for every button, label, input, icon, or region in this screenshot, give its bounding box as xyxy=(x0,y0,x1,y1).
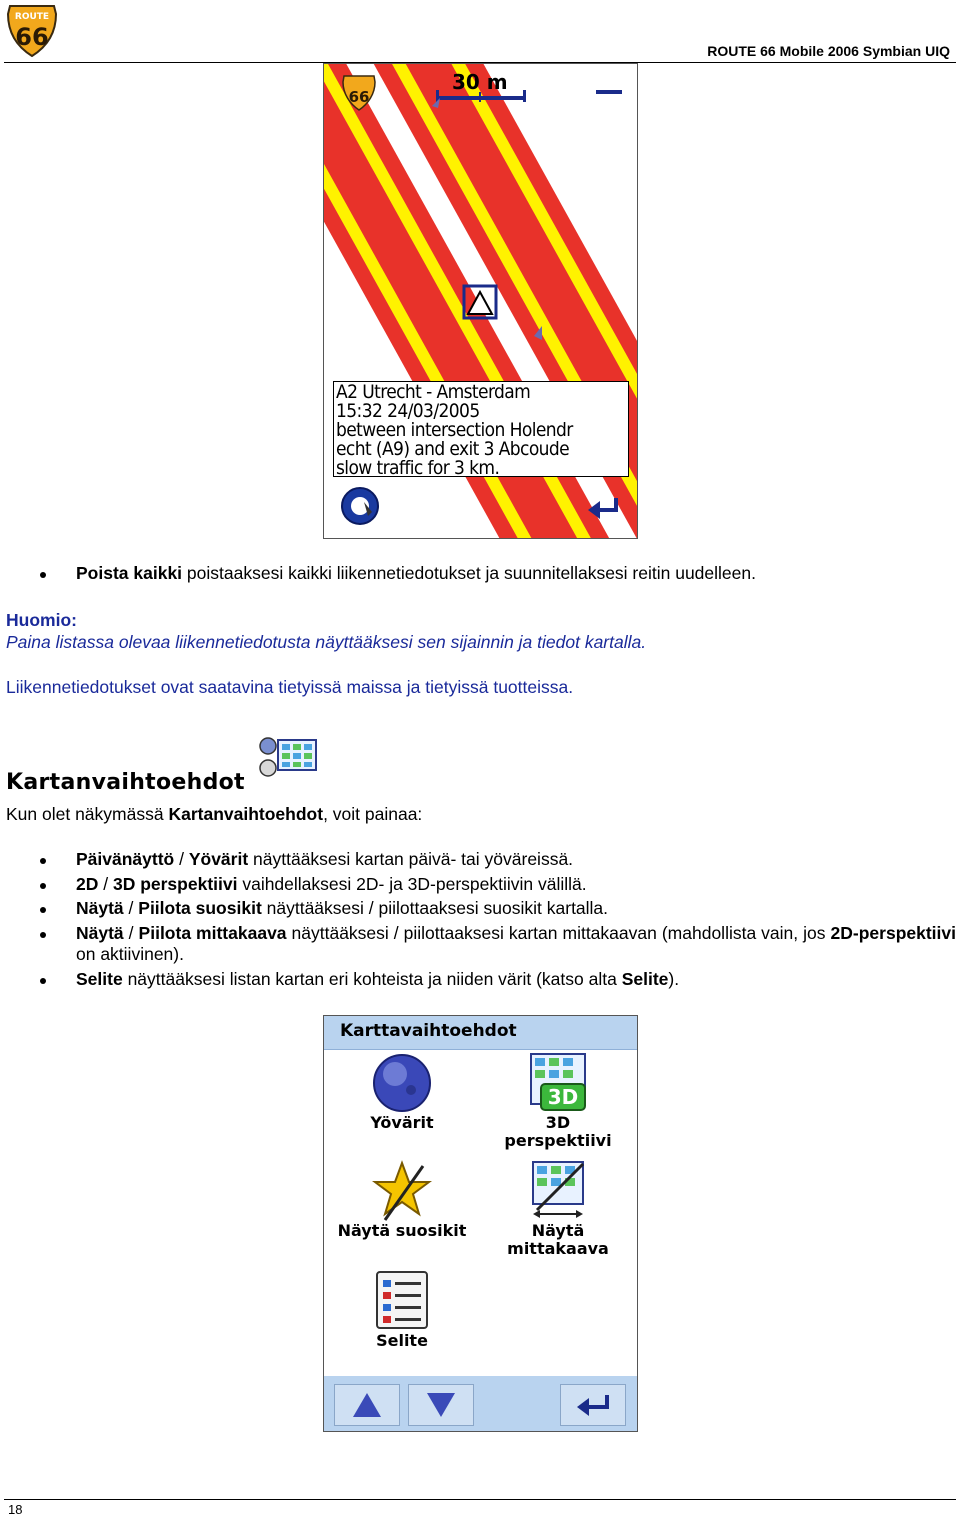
traffic-line: between intersection Holendr xyxy=(336,419,573,441)
moon-icon xyxy=(371,1052,433,1114)
scroll-down-button[interactable] xyxy=(408,1384,474,1426)
back-arrow-icon xyxy=(561,1385,625,1425)
traffic-info-box xyxy=(333,381,629,477)
option-label: Yövärit xyxy=(370,1113,434,1132)
show-scale-option[interactable] xyxy=(490,1160,626,1258)
scale-grid-icon xyxy=(527,1160,589,1222)
legend-option[interactable] xyxy=(364,1270,440,1350)
bullet-dot xyxy=(40,858,46,864)
map-options-icon xyxy=(256,736,318,778)
svg-text:66: 66 xyxy=(348,88,370,106)
bullet-text: poistaaksesi kaikki liikennetiedotukset ja suunnitellaksesi reitin uudelleen. xyxy=(182,563,756,583)
section-intro: Kun olet näkymässä Kartanvaihtoehdot, voit painaa: xyxy=(6,804,423,824)
note-line2: Liikennetiedotukset ovat saatavina tietyissä maissa ja tietyissä tuotteissa. xyxy=(6,677,574,697)
bullet-dot xyxy=(40,883,46,889)
dialog-title-bar xyxy=(324,1016,637,1050)
bullet-dot xyxy=(40,978,46,984)
footer-rule xyxy=(4,1499,956,1500)
note-label: Huomio: xyxy=(6,610,77,630)
page-number: 18 xyxy=(8,1502,23,1517)
header-title: ROUTE 66 Mobile 2006 Symbian UIQ xyxy=(707,43,950,59)
map-scale-label: 30 m xyxy=(452,70,508,94)
down-arrow-icon xyxy=(409,1385,473,1425)
logo-text-route: ROUTE xyxy=(14,12,50,22)
up-arrow-icon xyxy=(335,1385,399,1425)
legend-list-icon xyxy=(371,1270,433,1332)
traffic-line: 15:32 24/03/2005 xyxy=(336,400,480,422)
back-button[interactable] xyxy=(560,1384,626,1426)
note-line1: Paina listassa olevaa liikennetiedotusta näyttääksesi sen sijainnin ja tiedot kartalla. xyxy=(6,632,647,652)
3d-badge: 3D xyxy=(547,1085,579,1109)
section-heading: Kartanvaihtoehdot xyxy=(6,770,245,795)
option-label: Selite xyxy=(376,1331,428,1350)
show-favourites-option[interactable] xyxy=(336,1160,468,1240)
dialog-title: Karttavaihtoehdot xyxy=(340,1021,517,1041)
night-colors-option[interactable] xyxy=(344,1052,460,1132)
bullet-dot xyxy=(40,932,46,938)
traffic-line: slow traffic for 3 km. xyxy=(336,457,500,479)
traffic-map-screenshot xyxy=(323,63,638,539)
logo-text-66: 66 xyxy=(15,23,49,51)
route66-map-badge xyxy=(343,76,375,110)
star-icon xyxy=(371,1160,433,1222)
map-options-screenshot xyxy=(323,1015,638,1432)
locate-button-icon xyxy=(342,488,378,524)
option-label: 3D perspektiivi xyxy=(504,1113,612,1150)
3d-grid-icon xyxy=(527,1052,589,1114)
option-label: Näytä xyxy=(531,1221,585,1240)
bullet-dot xyxy=(40,572,46,578)
option-label: Näytä suosikit xyxy=(337,1221,467,1240)
bullet-bold: Poista kaikki xyxy=(76,563,183,583)
traffic-line: A2 Utrecht - Amsterdam xyxy=(336,381,531,403)
bullet-dot xyxy=(40,907,46,913)
3d-perspective-option[interactable] xyxy=(490,1052,626,1150)
option-label: mittakaava xyxy=(507,1239,609,1258)
traffic-line: echt (A9) and exit 3 Abcoude xyxy=(336,438,570,460)
route66-logo xyxy=(4,2,60,58)
dialog-toolbar xyxy=(324,1376,637,1431)
scroll-up-button[interactable] xyxy=(334,1384,400,1426)
